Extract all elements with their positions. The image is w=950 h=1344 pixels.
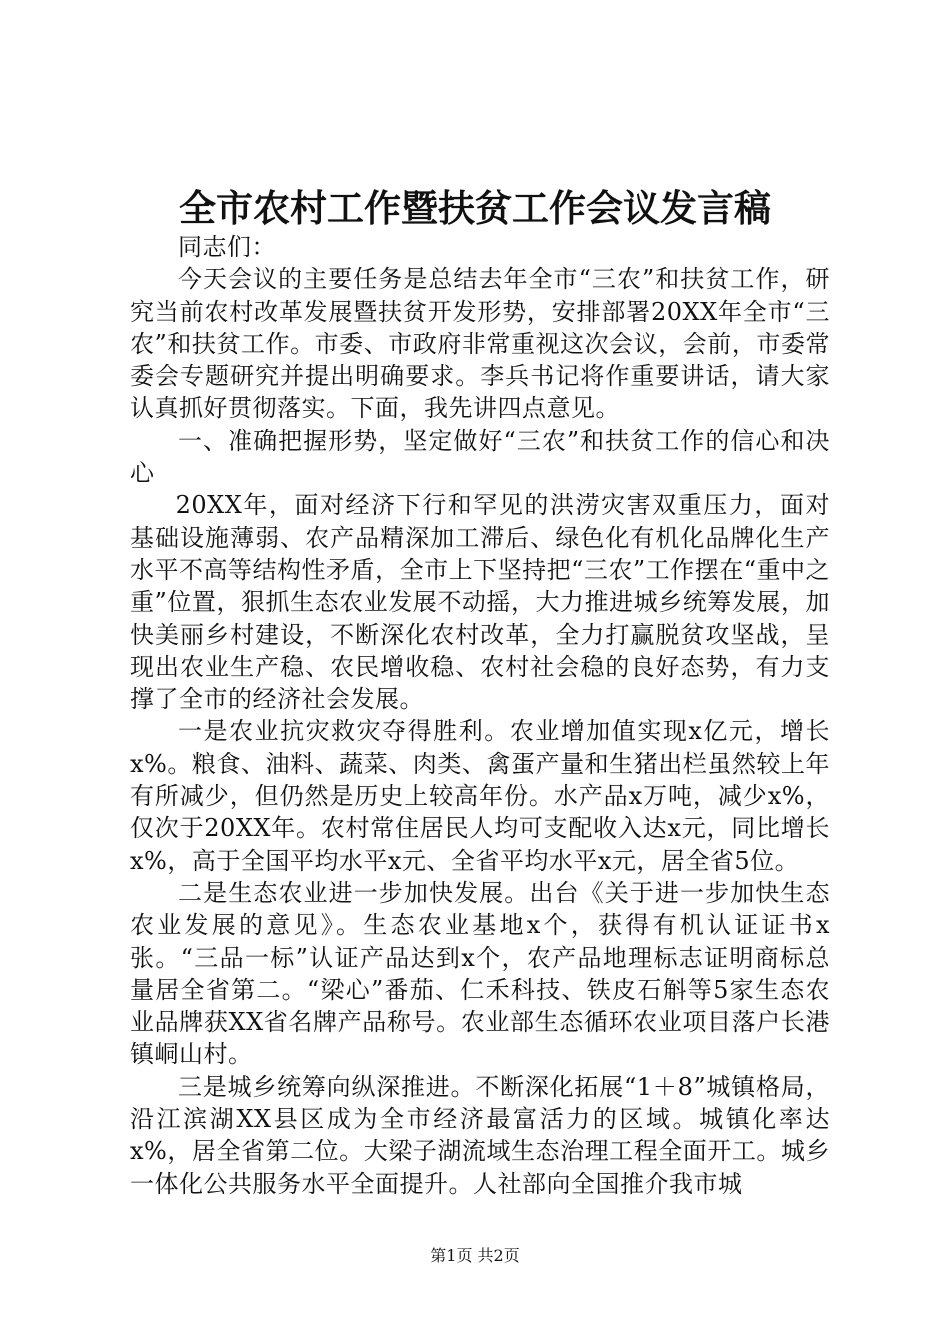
document-title: 全市农村工作暨扶贫工作会议发言稿 bbox=[179, 186, 771, 230]
paragraph-point-2: 二是生态农业进一步加快发展。出台《关于进一步加快生态农业发展的意见》。生态农业基地x个，获得有机认证证书x张。“三品一标”认证产品达到x个，农产品地理标志证明商标总量居全省第二。“梁心”番茄、仁禾科技、铁皮石斛等5家生态农业品牌获XX省名牌产品称号。农业部生态循环农业项目落户长港镇峒山村。 bbox=[130, 878, 830, 1069]
section-heading-1: 一、准确把握形势，坚定做好“三农”和扶贫工作的信心和决心 bbox=[130, 426, 830, 488]
paragraph-intro: 今天会议的主要任务是总结去年全市“三农”和扶贫工作，研究当前农村改革发展暨扶贫开发形势，安排部署20XX年全市“三农”和扶贫工作。市委、市政府非常重视这次会议，会前，市委常委会专题研究并提出明确要求。李兵书记将作重要讲话，请大家认真抓好贯彻落实。下面，我先讲四点意见。 bbox=[130, 265, 830, 423]
paragraph-point-3: 三是城乡统筹向纵深推进。不断深化拓展“1＋8”城镇格局，沿江滨湖XX县区成为全市经济最富活力的区域。城镇化率达x%，居全省第二位。大梁子湖流域生态治理工程全面开工。城乡一体化公共服务水平全面提升。人社部向全国推介我市城 bbox=[130, 1072, 830, 1198]
page-footer: 第1页 共2页 bbox=[430, 1246, 520, 1265]
paragraph-point-1: 一是农业抗灾救灾夺得胜利。农业增加值实现x亿元，增长x%。粮食、油料、蔬菜、肉类、禽蛋产量和生猪出栏虽然较上年有所减少，但仍然是历史上较高年份。水产品x万吨，减少x%，仅次于20XX年。农村常住居民人均可支配收入达x元，同比增长x%，高于全国平均水平x元、全省平均水平x元，居全省5位。 bbox=[130, 717, 830, 875]
paragraph-overview: 20XX年，面对经济下行和罕见的洪涝灾害双重压力，面对基础设施薄弱、农产品精深加工滞后、绿色化有机化品牌化生产水平不高等结构性矛盾，全市上下坚持把“三农”工作摆在“重中之重”位置，狠抓生态农业发展不动摇，大力推进城乡统筹发展，加快美丽乡村建设，不断深化农村改革，全力打赢脱贫攻坚战，呈现出农业生产稳、农民增收稳、农村社会稳的良好态势，有力支撑了全市的经济社会发展。 bbox=[130, 491, 830, 714]
salutation: 同志们： bbox=[178, 233, 276, 261]
document-body bbox=[130, 231, 830, 1200]
